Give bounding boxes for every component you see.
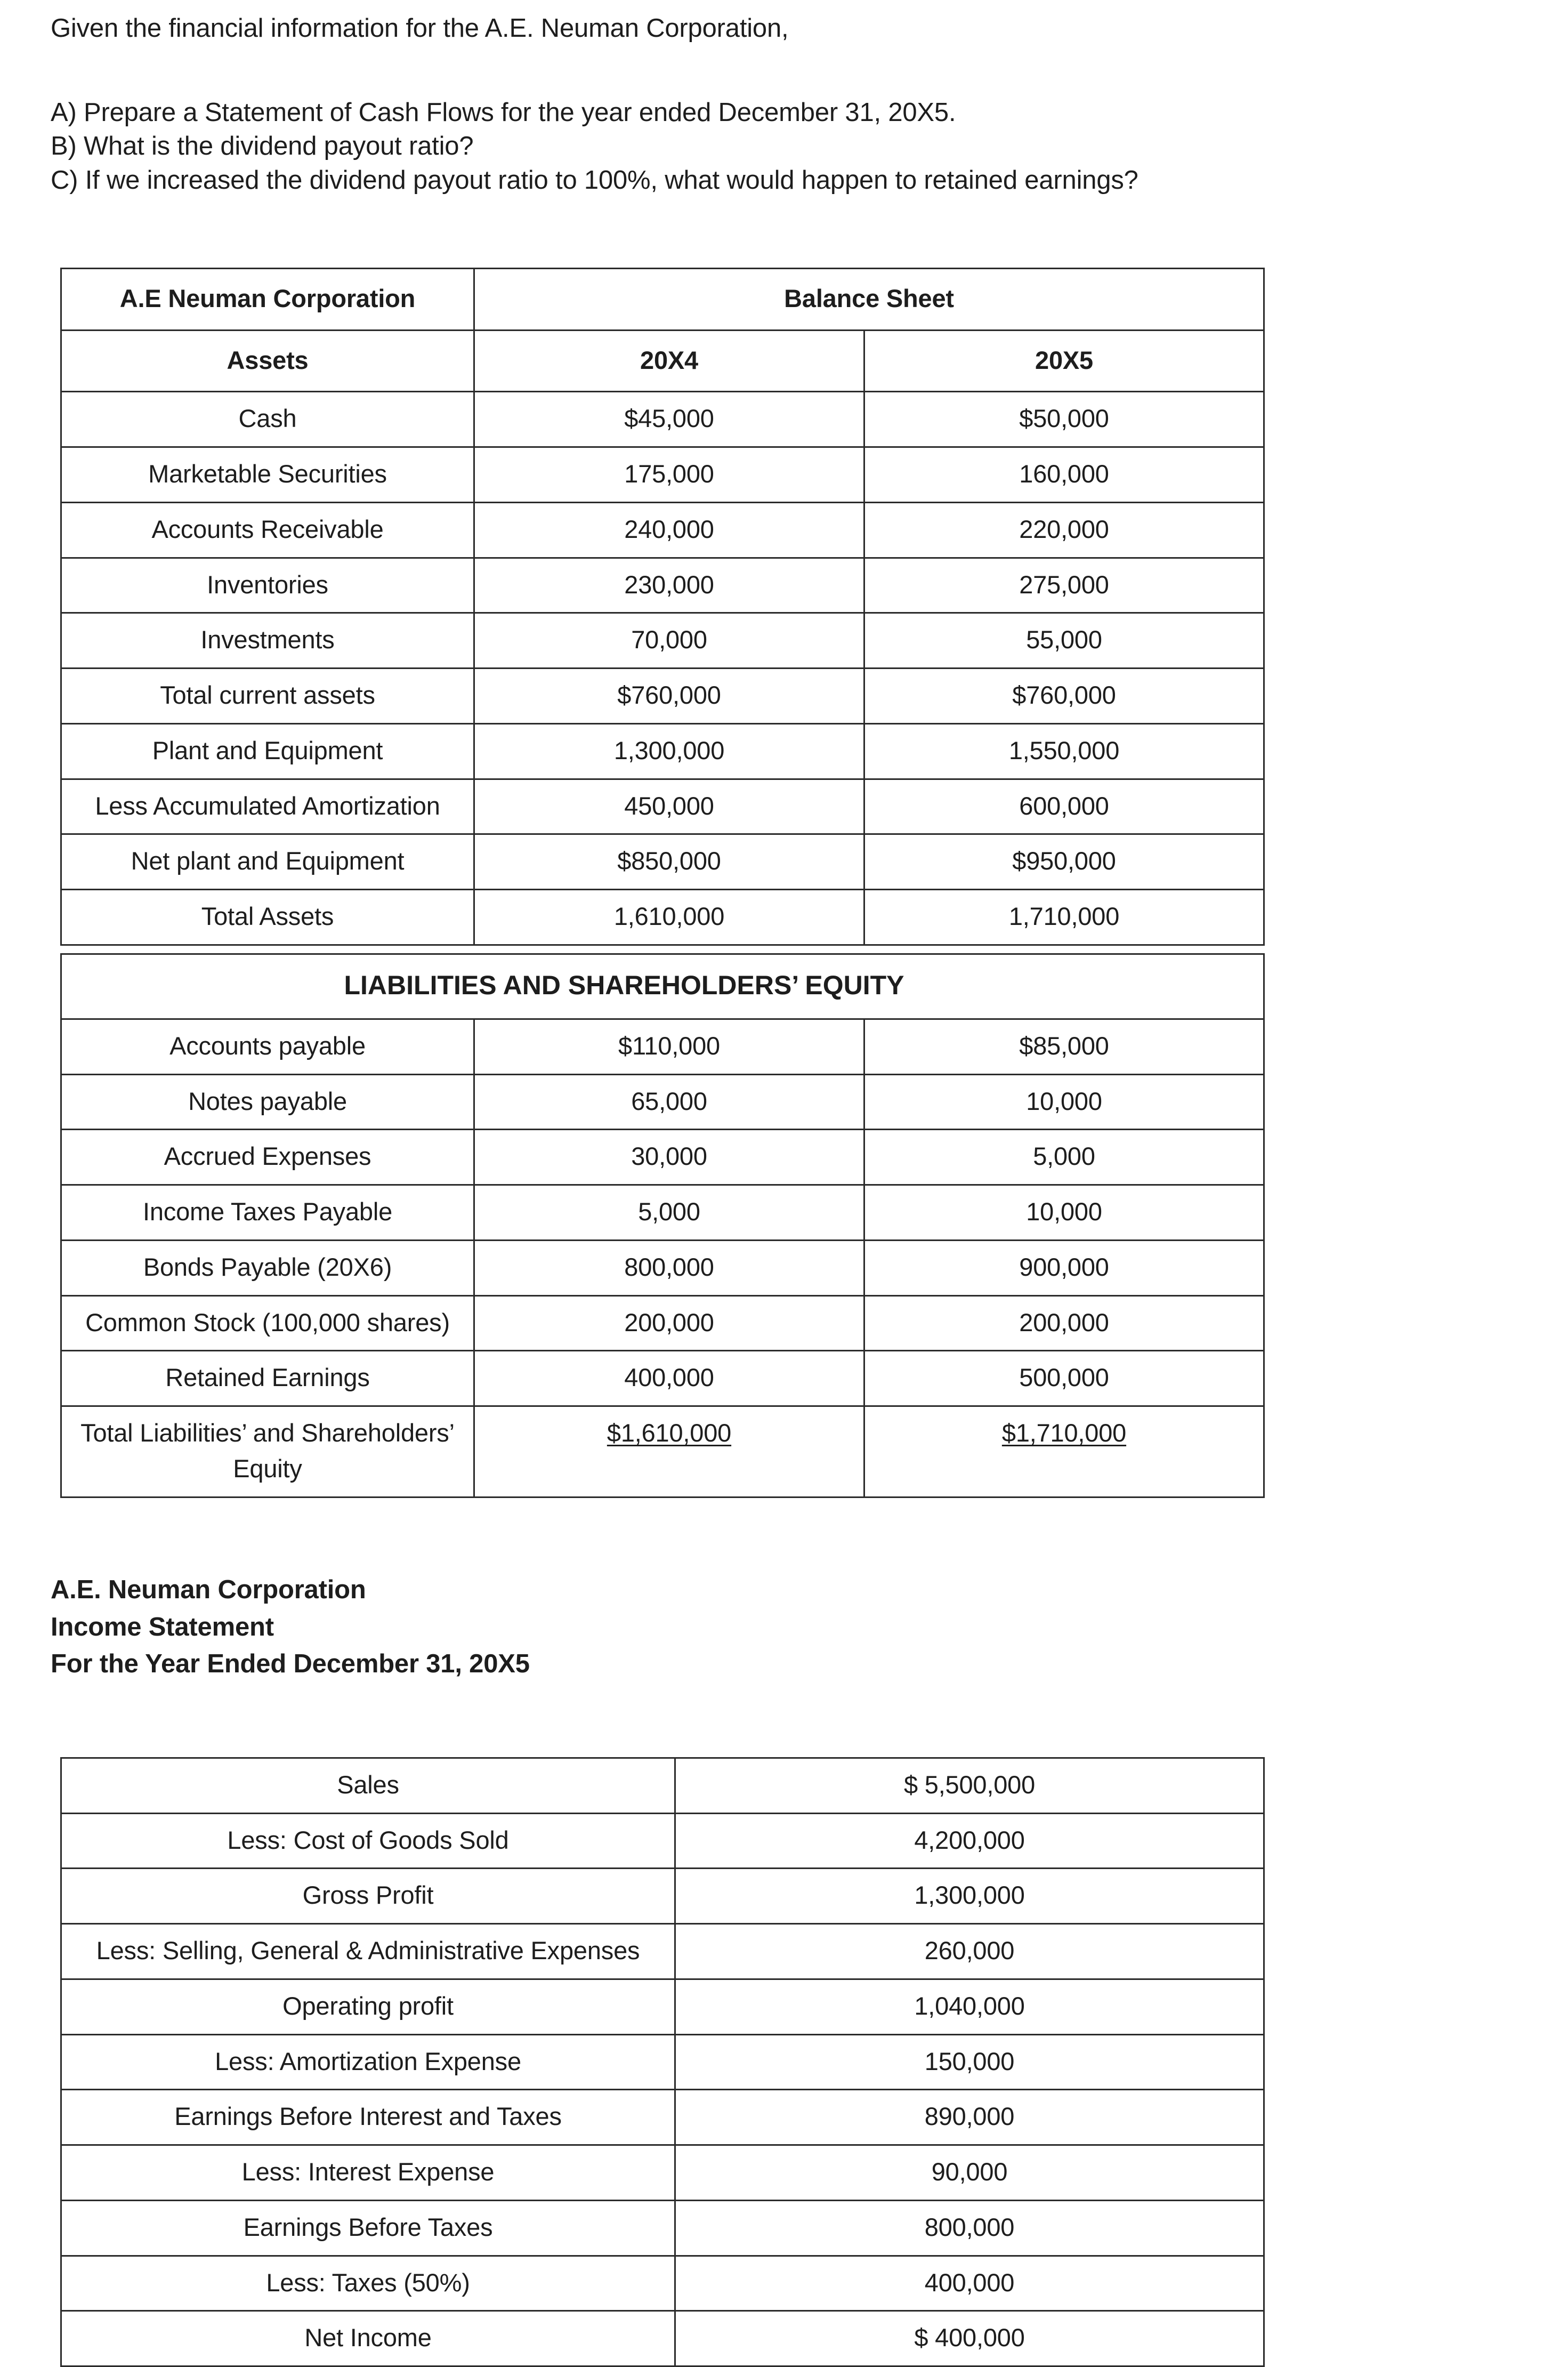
- row-value-20x5: 600,000: [864, 779, 1264, 834]
- row-label: Investments: [61, 613, 474, 669]
- balance-sheet-assets-table: [60, 268, 1265, 946]
- table-row: [61, 890, 1264, 945]
- table-row: [61, 330, 1264, 392]
- row-label: Retained Earnings: [61, 1351, 474, 1406]
- row-value-20x5: $950,000: [864, 834, 1264, 890]
- table-row: [61, 834, 1264, 890]
- row-label: Total Liabilities’ and Shareholders’ Equity: [61, 1406, 474, 1497]
- prose-spacer: [51, 46, 1522, 96]
- row-value-20x4: $45,000: [474, 392, 864, 447]
- assets-section-label: Assets: [61, 330, 474, 392]
- table-row: [61, 1979, 1264, 2034]
- table-row: [61, 2145, 1264, 2201]
- row-value-20x5: 10,000: [864, 1074, 1264, 1130]
- row-amount: $ 5,500,000: [675, 1758, 1264, 1814]
- table-row: [61, 269, 1264, 331]
- row-value-20x4: $850,000: [474, 834, 864, 890]
- table-row: [61, 502, 1264, 558]
- table-row: [61, 2090, 1264, 2145]
- income-statement-company: A.E. Neuman Corporation: [51, 1575, 366, 1604]
- row-value-20x5: $50,000: [864, 392, 1264, 447]
- row-label: Net plant and Equipment: [61, 834, 474, 890]
- intro-lead-text: Given the financial information for the A.E. Neuman Corporation,: [51, 14, 789, 43]
- table-row: [61, 1758, 1264, 1814]
- row-label: Less: Cost of Goods Sold: [61, 1813, 675, 1869]
- row-amount: 150,000: [675, 2034, 1264, 2090]
- row-value-20x5: 500,000: [864, 1351, 1264, 1406]
- table-row: [61, 954, 1264, 1019]
- row-value-20x5: 900,000: [864, 1240, 1264, 1295]
- liabilities-section-header: [61, 954, 1264, 1019]
- liabilities-section-header-text: LIABILITIES AND SHAREHOLDERS’ EQUITY: [344, 970, 904, 1000]
- row-value-20x4: 30,000: [474, 1130, 864, 1185]
- row-value-20x5: $760,000: [864, 669, 1264, 724]
- row-value-20x5: $85,000: [864, 1019, 1264, 1075]
- row-value-20x4: 450,000: [474, 779, 864, 834]
- row-value-20x5: [864, 1406, 1264, 1497]
- table-row: [61, 613, 1264, 669]
- table-row: [61, 1813, 1264, 1869]
- row-label: Earnings Before Taxes: [61, 2200, 675, 2256]
- row-value-20x5: 220,000: [864, 502, 1264, 558]
- row-amount: 260,000: [675, 1924, 1264, 1979]
- row-label: Notes payable: [61, 1074, 474, 1130]
- table-row: [61, 1406, 1264, 1497]
- income-statement-caption: [51, 1572, 1117, 1683]
- row-label: Less: Amortization Expense: [61, 2034, 675, 2090]
- row-label: Accounts Receivable: [61, 502, 474, 558]
- question-b-text: B) What is the dividend payout ratio?: [51, 132, 474, 161]
- row-label: Marketable Securities: [61, 447, 474, 503]
- row-label: Common Stock (100,000 shares): [61, 1295, 474, 1351]
- table-row: [61, 2034, 1264, 2090]
- table-row: [61, 779, 1264, 834]
- row-value-20x4: 230,000: [474, 558, 864, 613]
- row-label: Accounts payable: [61, 1019, 474, 1075]
- row-value-20x5: 1,710,000: [864, 890, 1264, 945]
- column-header-20x5: 20X5: [864, 330, 1264, 392]
- intro-prose: [51, 12, 1522, 198]
- row-label: Accrued Expenses: [61, 1130, 474, 1185]
- row-label: Gross Profit: [61, 1869, 675, 1924]
- row-value-20x4: 5,000: [474, 1185, 864, 1241]
- row-label: Plant and Equipment: [61, 723, 474, 779]
- question-a-text: A) Prepare a Statement of Cash Flows for the year ended December 31, 20X5.: [51, 98, 956, 127]
- row-value-20x5: 10,000: [864, 1185, 1264, 1241]
- row-amount: 800,000: [675, 2200, 1264, 2256]
- table-row: [61, 1351, 1264, 1406]
- table-row: [61, 1869, 1264, 1924]
- table-row: [61, 669, 1264, 724]
- question-c-text: C) If we increased the dividend payout ratio to 100%, what would happen to retained earnings?: [51, 166, 1138, 195]
- row-amount: 4,200,000: [675, 1813, 1264, 1869]
- row-value-20x4: 800,000: [474, 1240, 864, 1295]
- table-row: [61, 2311, 1264, 2366]
- row-label: Net Income: [61, 2311, 675, 2366]
- row-value-20x4: 1,300,000: [474, 723, 864, 779]
- table-row: [61, 2200, 1264, 2256]
- row-label: Less: Selling, General & Administrative Expenses: [61, 1924, 675, 1979]
- row-label: Less: Taxes (50%): [61, 2256, 675, 2311]
- table-row: [61, 392, 1264, 447]
- row-value-20x5: 200,000: [864, 1295, 1264, 1351]
- row-label: Cash: [61, 392, 474, 447]
- table-row: [61, 558, 1264, 613]
- table-row: [61, 723, 1264, 779]
- row-value-20x5: 160,000: [864, 447, 1264, 503]
- income-statement-title: Income Statement: [51, 1612, 274, 1641]
- company-name-cell: A.E Neuman Corporation: [61, 269, 474, 331]
- row-value-20x5: 275,000: [864, 558, 1264, 613]
- row-label: Bonds Payable (20X6): [61, 1240, 474, 1295]
- table-row: [61, 1295, 1264, 1351]
- row-label: Total Assets: [61, 890, 474, 945]
- row-label: Total current assets: [61, 669, 474, 724]
- row-value-20x4: 1,610,000: [474, 890, 864, 945]
- row-value-20x5: 5,000: [864, 1130, 1264, 1185]
- table-row: [61, 1924, 1264, 1979]
- table-row: [61, 1185, 1264, 1241]
- row-amount: 1,300,000: [675, 1869, 1264, 1924]
- table-row: [61, 1074, 1264, 1130]
- row-value-20x4: 240,000: [474, 502, 864, 558]
- row-label: Inventories: [61, 558, 474, 613]
- table-row: [61, 2256, 1264, 2311]
- row-value-20x4: 65,000: [474, 1074, 864, 1130]
- total-liabilities-20x5-value: $1,710,000: [1001, 1419, 1127, 1447]
- row-value-20x5: 1,550,000: [864, 723, 1264, 779]
- row-value-20x4: 400,000: [474, 1351, 864, 1406]
- row-value-20x4: 175,000: [474, 447, 864, 503]
- row-value-20x4: [474, 1406, 864, 1497]
- row-label: Less Accumulated Amortization: [61, 779, 474, 834]
- row-amount: 890,000: [675, 2090, 1264, 2145]
- row-amount: 400,000: [675, 2256, 1264, 2311]
- liabilities-equity-table: [60, 953, 1265, 1498]
- table-row: [61, 1019, 1264, 1075]
- income-statement-table: [60, 1757, 1265, 2367]
- income-statement-period: For the Year Ended December 31, 20X5: [51, 1649, 530, 1679]
- row-value-20x4: $760,000: [474, 669, 864, 724]
- table-row: [61, 1130, 1264, 1185]
- row-value-20x4: 200,000: [474, 1295, 864, 1351]
- row-label: Income Taxes Payable: [61, 1185, 474, 1241]
- row-amount: 1,040,000: [675, 1979, 1264, 2034]
- total-liabilities-20x4-value: $1,610,000: [607, 1419, 732, 1447]
- row-label: Operating profit: [61, 1979, 675, 2034]
- table-row: [61, 1240, 1264, 1295]
- table-row: [61, 447, 1264, 503]
- row-value-20x5: 55,000: [864, 613, 1264, 669]
- row-label: Earnings Before Interest and Taxes: [61, 2090, 675, 2145]
- column-header-20x4: 20X4: [474, 330, 864, 392]
- row-amount: $ 400,000: [675, 2311, 1264, 2366]
- row-label: Less: Interest Expense: [61, 2145, 675, 2201]
- row-amount: 90,000: [675, 2145, 1264, 2201]
- row-value-20x4: $110,000: [474, 1019, 864, 1075]
- row-label: Sales: [61, 1758, 675, 1814]
- row-value-20x4: 70,000: [474, 613, 864, 669]
- statement-title-cell: Balance Sheet: [474, 269, 1264, 331]
